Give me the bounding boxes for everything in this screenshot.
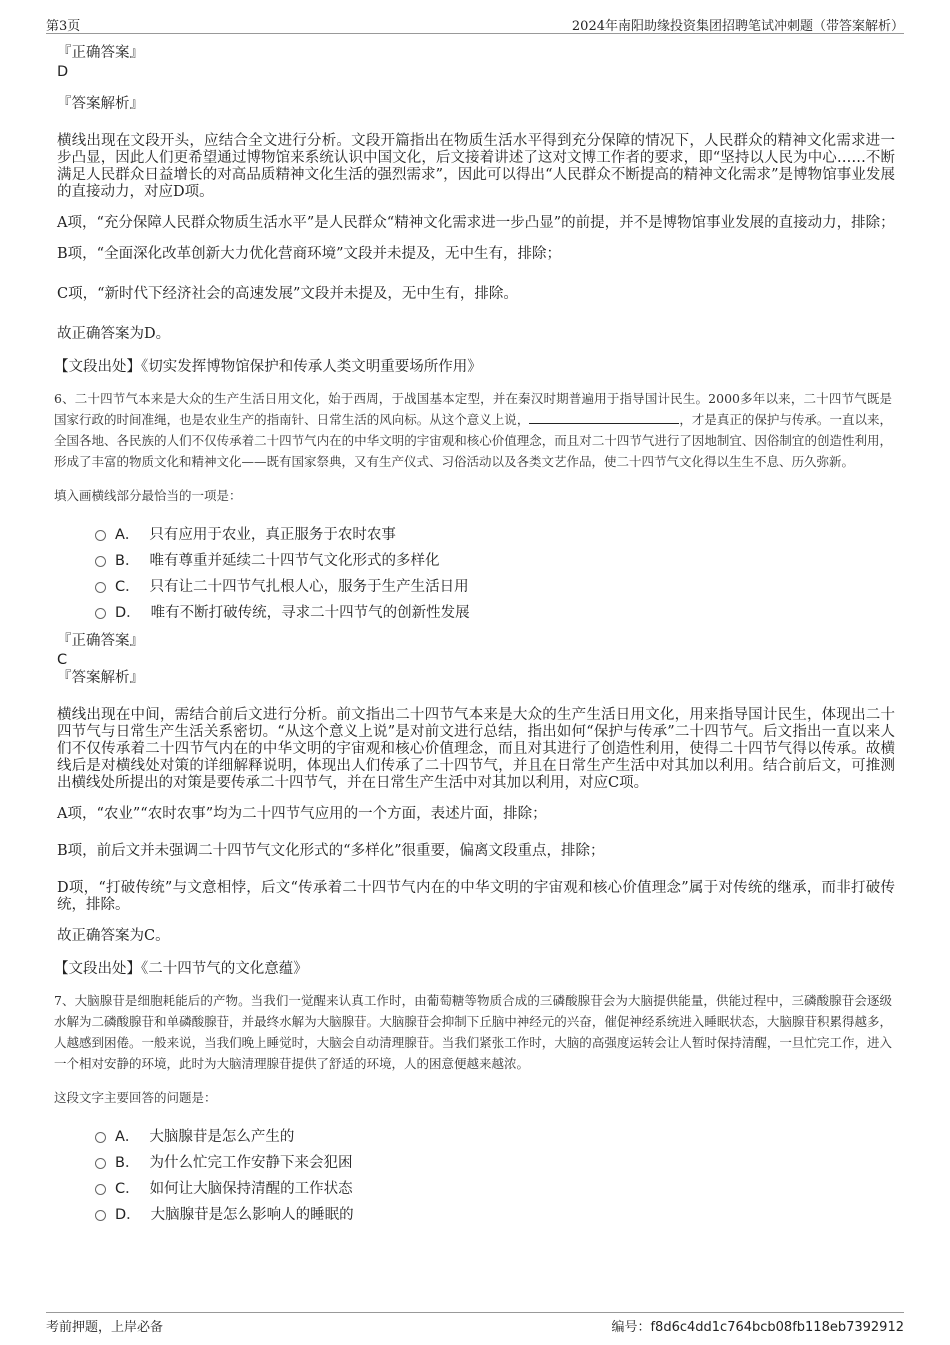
radio-icon[interactable] [95, 1158, 106, 1169]
analysis-tag: 『答案解析』 [57, 670, 144, 686]
analysis-conclusion: 故正确答案为C。 [57, 928, 170, 944]
analysis-conclusion: 故正确答案为D。 [57, 326, 171, 342]
answer-value: D [57, 64, 69, 80]
question-text: 7、大脑腺苷是细胞耗能后的产物。当我们一觉醒来认真工作时，由葡萄糖等物质合成的三磷酸腺苷会为大脑提供能量，供能过程中，三磷酸腺苷会逐级水解为二磷酸腺苷和单磷酸腺苷，并最终水解为大脑腺苷。大脑腺苷会抑制下丘脑中神经元的兴奋，催促神经系统进入睡眠状态，大脑腺苷积累得越多，人越感到困倦。一般来说，当我们晚上睡觉时，大脑会自动清理腺苷。当我们紧张工作时，大脑的高强度运转会让人暂时保持清醒，一旦忙完工作，进入一个相对安静的环境，此时为大脑清理腺苷提供了舒适的环境，人的困意便越来越浓。 [54, 993, 892, 1071]
option-b[interactable]: B． 为什么忙完工作安静下来会犯困 [95, 1150, 895, 1176]
question-text [54, 388, 892, 472]
analysis-option-a: A项，“农业”“农时农事”均为二十四节气应用的一个方面，表述片面，排除； [57, 806, 547, 822]
question-prompt: 填入画横线部分最恰当的一项是： [54, 488, 242, 503]
radio-icon[interactable] [95, 1184, 106, 1195]
document-code: 编号：f8d6c4dd1c764bcb08fb118eb7392912 [611, 1320, 904, 1335]
option-d[interactable]: D． 唯有不断打破传统，寻求二十四节气的创新性发展 [95, 600, 895, 626]
answer-tag: 『正确答案』 [57, 633, 144, 649]
fill-blank [529, 411, 679, 424]
analysis-option-c: C项，“新时代下经济社会的高速发展”文段并未提及，无中生有，排除。 [57, 286, 518, 302]
option-c[interactable]: C． 如何让大脑保持清醒的工作状态 [95, 1176, 895, 1202]
answer-value: C [57, 652, 68, 668]
option-list [95, 522, 895, 626]
option-a[interactable]: A． 只有应用于农业，真正服务于农时农事 [95, 522, 895, 548]
radio-icon[interactable] [95, 556, 106, 567]
document-body [54, 44, 895, 1234]
page-number: 第3页 [46, 19, 81, 34]
footer-slogan: 考前押题，上岸必备 [46, 1320, 164, 1335]
option-d[interactable]: D． 大脑腺苷是怎么影响人的睡眠的 [95, 1202, 895, 1228]
passage-source: 【文段出处】《切实发挥博物馆保护和传承人类文明重要场所作用》 [54, 359, 482, 375]
radio-icon[interactable] [95, 530, 106, 541]
analysis-text: 横线出现在文段开头，应结合全文进行分析。文段开篇指出在物质生活水平得到充分保障的情况下，人民群众的精神文化需求进一步凸显，因此人们更希望通过博物馆来系统认识中国文化，后文接着讲述了这对文博工作者的要求，即“坚持以人民为中心……不断满足人民群众日益增长的对高品质精神文化生活的强烈需求”，因此可以得出“人民群众不断提高的精神文化需求”是博物馆事业发展的直接动力，对应D项。 [57, 133, 895, 200]
analysis-tag: 『答案解析』 [57, 96, 144, 112]
option-b[interactable]: B． 唯有尊重并延续二十四节气文化形式的多样化 [95, 548, 895, 574]
option-list [95, 1124, 895, 1228]
document-title: 2024年南阳助缘投资集团招聘笔试冲刺题（带答案解析） [571, 19, 904, 34]
passage-source: 【文段出处】《二十四节气的文化意蕴》 [54, 961, 308, 977]
radio-icon[interactable] [95, 1132, 106, 1143]
footer-divider [46, 1312, 904, 1313]
option-a[interactable]: A． 大脑腺苷是怎么产生的 [95, 1124, 895, 1150]
page-header [0, 0, 950, 34]
analysis-option-a: A项，“充分保障人民群众物质生活水平”是人民群众“精神文化需求进一步凸显”的前提，并不是博物馆事业发展的直接动力，排除； [57, 215, 895, 231]
question-text-before: 6、二十四节气本来是大众的生产生活日用文化，始于西周，于战国基本定型，并在秦汉时期普遍用于指导国计民生。2000多年以来，二十四节气既是国家行政的时间准绳，也是农业生产的指南针、日常生活的风向标。从这个意义上说， [54, 391, 892, 427]
answer-tag: 『正确答案』 [57, 45, 144, 61]
option-c[interactable]: C． 只有让二十四节气扎根人心，服务于生产生活日用 [95, 574, 895, 600]
radio-icon[interactable] [95, 608, 106, 619]
analysis-option-b: B项，前后文并未强调二十四节气文化形式的“多样化”很重要，偏离文段重点，排除； [57, 843, 605, 859]
header-divider [46, 33, 904, 34]
question-prompt: 这段文字主要回答的问题是： [54, 1090, 217, 1105]
question-text-after: ，才是真正的保护与传承。一直以来，全国各地、各民族的人们不仅传承着二十四节气内在的中华文明的宇宙观和核心价值理念，而且对二十四节气进行了因地制宜、因俗制宜的创造性利用，形成了丰富的物质文化和精神文化——既有国家祭典，又有生产仪式、习俗活动以及各类文艺作品，使二十四节气文化得以生生不息、历久弥新。 [54, 412, 892, 469]
analysis-option-d: D项，“打破传统”与文意相悖，后文“传承着二十四节气内在的中华文明的宇宙观和核心价值理念”属于对传统的继承，而非打破传统，排除。 [57, 880, 895, 913]
radio-icon[interactable] [95, 582, 106, 593]
analysis-option-b: B项，“全面深化改革创新大力优化营商环境”文段并未提及，无中生有，排除； [57, 246, 561, 262]
radio-icon[interactable] [95, 1210, 106, 1221]
analysis-text: 横线出现在中间，需结合前后文进行分析。前文指出二十四节气本来是大众的生产生活日用文化，用来指导国计民生，体现出二十四节气与日常生产生活关系密切。“从这个意义上说”是对前文进行总结，指出如何“保护与传承”二十四节气。后文指出一直以来人们不仅传承着二十四节气内在的中华文明的宇宙观和核心价值理念，而且对其进行了创造性利用，使得二十四节气得以传承。故横线后是对横线处对策的详细解释说明，体现出人们传承了二十四节气，并且在日常生产生活中对其加以利用。结合前后文，可推测出横线处所提出的对策是要传承二十四节气，并在日常生产生活中对其加以利用，对应C项。 [57, 707, 895, 791]
